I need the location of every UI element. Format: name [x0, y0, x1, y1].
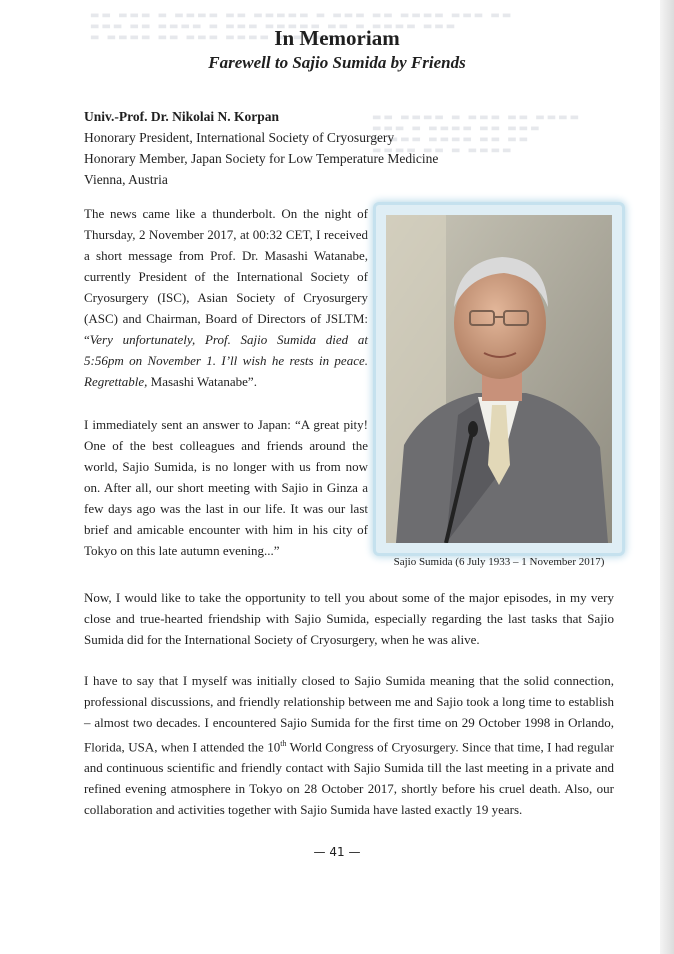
paragraph-1-text: The news came like a thunderbolt. On the night of Thursday, 2 November 2017, at 00:32 CET, I received a short message from Prof. Dr. Masashi Watanabe, currently President of the International Society of Cryosurgery (ISC), Asian Society of Cryosurgery (ASC) and Chairman, Board of Directors of JSLTM: “: [84, 206, 368, 347]
author-name: Univ.-Prof. Dr. Nikolai N. Korpan: [84, 109, 280, 124]
page-number: — 41 —: [313, 845, 361, 859]
author-block: [84, 106, 604, 190]
author-affiliation: Honorary President, International Society of Cryosurgery: [84, 130, 395, 145]
bleed-through-marks-2: ▬▬ ▬▬▬▬ ▬ ▬▬▬ ▬▬ ▬▬▬▬ ▬▬▬ ▬ ▬▬▬▬ ▬▬ ▬▬▬ ▬ ▬▬▬ ▬▬▬▬ ▬▬ ▬▬ ▬▬▬▬ ▬▬ ▬ ▬▬▬▬: [372, 112, 582, 156]
paragraph-1-quote: Very unfortunately, Prof. Sajio Sumida died at 5:56pm on November 1. I’ll wish he rests in peace. Regrettable,: [84, 332, 368, 389]
paragraph-3: Now, I would like to take the opportunity to tell you about some of the major episodes, in my very close and true-hearted friendship with Sajio Sumida, especially regarding the last tasks that Sajio Sumida did for the International Society of Cryosurgery, when he was alive.: [84, 590, 614, 647]
paragraph-4-text-end: World Congress of Cryosurgery. Since that time, I had regular and continuous scientific and friendly contact with Sajio Sumida till the last meeting in a private and refined evening atmosphere in Tokyo on 28 October 2017, shortly before his cruel death. Also, our collaboration and activities together with Sajio Sumida have lasted exactly 19 years.: [84, 739, 614, 818]
ordinal-suffix: th: [280, 739, 287, 748]
page-subtitle: Farewell to Sajio Sumida by Friends: [208, 53, 466, 72]
bleed-through-marks: ▬▬ ▬▬▬ ▬ ▬▬▬▬ ▬▬ ▬▬▬▬▬ ▬ ▬▬▬ ▬▬ ▬▬▬▬ ▬▬▬ ▬▬ ▬▬▬ ▬▬ ▬▬▬▬ ▬ ▬▬▬ ▬▬▬▬▬ ▬▬ ▬ ▬▬▬▬ ▬▬▬ ▬ ▬▬▬▬ ▬▬ ▬▬▬ ▬▬▬▬ ▬ ▬▬▬▬: [90, 10, 514, 43]
paragraph-1-signoff: Masashi Watanabe”.: [147, 374, 257, 389]
paragraph-1: [84, 203, 368, 392]
photo-frame: [376, 205, 622, 553]
paragraph-2: I immediately sent an answer to Japan: “A great pity! One of the best colleagues and friends around the world, Sajio Sumida, is no longer with us from now on. After all, our short meeting with Sajio in Ginza a few days ago was the last in our life. It was our last brief and amicable encounter with him in his city of Tokyo on this late autumn evening...”: [84, 417, 368, 558]
page-edge-shadow: [660, 0, 674, 954]
author-affiliation: Honorary Member, Japan Society for Low Temperature Medicine: [84, 151, 439, 166]
paragraph-4: [84, 670, 614, 820]
paragraph-4-text: I have to say that I myself was initially closed to Sajio Sumida meaning that the solid connection, professional discussions, and friendly relationship between me and Sajio took a long time to establish – almost two decades. I encountered Sajio Sumida for the first time on 29 October 1998 in Orlando, Florida, USA, when I attended the 10: [84, 673, 614, 755]
author-location: Vienna, Austria: [84, 172, 168, 187]
photo-caption: Sajio Sumida (6 July 1933 – 1 November 2017): [393, 556, 605, 568]
page-title: In Memoriam: [274, 26, 400, 50]
portrait-photo: [386, 215, 612, 543]
